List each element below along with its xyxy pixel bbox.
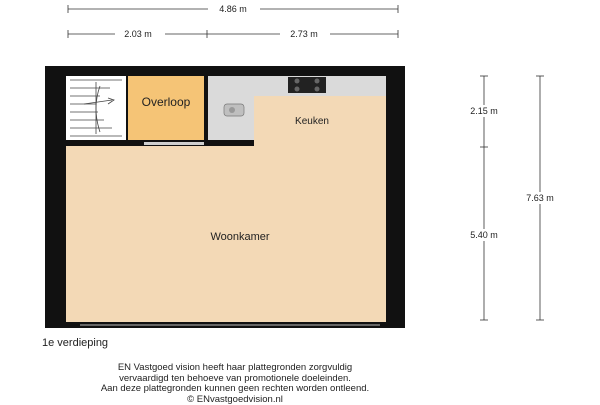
dim-left-width: 2.03 m (124, 29, 152, 39)
dim-right-width: 2.73 m (290, 29, 318, 39)
sink-icon (224, 104, 244, 116)
cooktop-icon (288, 77, 326, 93)
disclaimer-line: © ENvastgoedvision.nl (0, 395, 470, 405)
dim-upper-height: 2.15 m (470, 106, 498, 116)
room-label-living: Woonkamer (210, 231, 269, 243)
room-label-landing: Overloop (142, 95, 191, 109)
disclaimer-line: EN Vastgoed vision heeft haar plattegronden zorgvuldig (0, 363, 470, 374)
dim-lower-height: 5.40 m (470, 230, 498, 240)
disclaimer-line: Aan deze plattegronden kunnen geen rechten worden ontleend. (0, 384, 470, 395)
disclaimer-line: vervaardigd ten behoeve van promotionele doeleinden. (0, 374, 470, 385)
dim-total-height: 7.63 m (526, 193, 554, 203)
dim-total-width: 4.86 m (219, 4, 247, 14)
staircase (66, 76, 126, 140)
room-label-kitchen: Keuken (295, 116, 329, 127)
floor-label: 1e verdieping (42, 337, 108, 349)
disclaimer (0, 363, 470, 405)
